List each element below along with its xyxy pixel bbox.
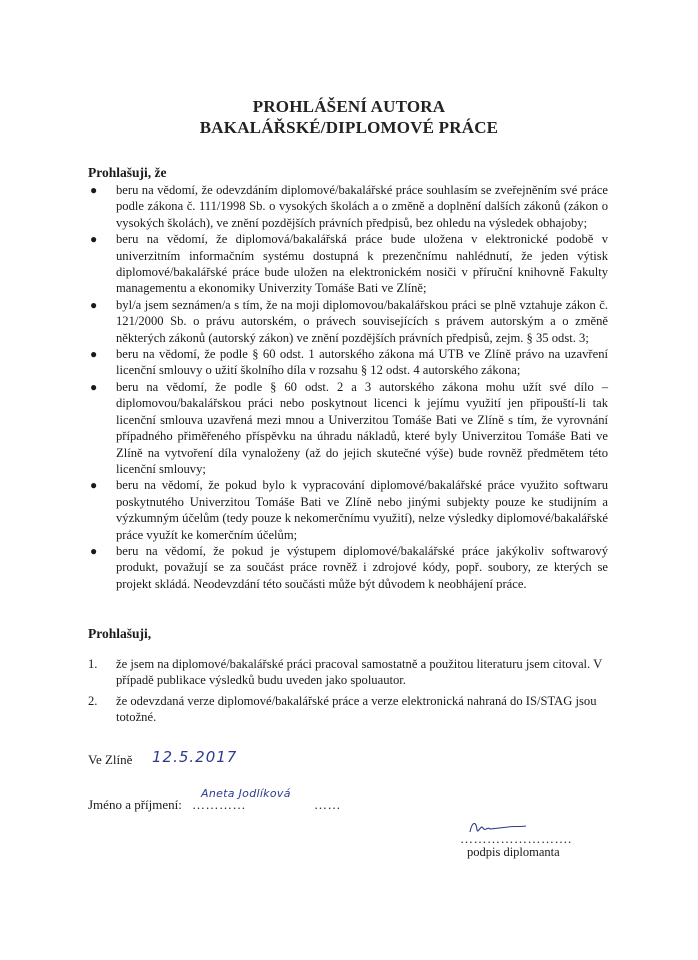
place-label: Ve Zlíně [88,752,133,767]
section2-heading: Prohlašuji, [88,626,152,641]
list-item-text: beru na vědomí, že podle § 60 odst. 1 autorského zákona má UTB ve Zlíně právo na uzavření licenční smlouvy o užití školního díla v rozsahu § 12 odst. 4 autorského zákona; [116,347,608,378]
bullet-icon: ● [90,232,98,247]
handwritten-name: Aneta Jodlíková [201,787,291,800]
list-item-text: byl/a jsem seznámen/a s tím, že na moji diplomovou/bakalářskou práci se plně vztahuje zákon č. 121/2000 Sb. o právu autorském, o právech souvisejících s právem autorským a o změně některých zákonů (autorský zákon) ve znění pozdějších právních předpisů, zejm. § 35 odst. 3; [116,297,608,345]
list-item [88,182,608,231]
declaration-bullet-list [88,182,608,592]
list-item [88,346,608,379]
list-item [88,656,610,689]
name-label: Jméno a příjmení: [88,797,182,812]
name-dots-trailing: …… [314,797,341,812]
list-item [88,693,610,726]
item-number: 2. [88,693,98,708]
bullet-icon: ● [90,297,98,312]
list-item [88,477,608,543]
signature-dotted-line: ……………………. [460,831,572,846]
list-item-text: beru na vědomí, že odevzdáním diplomové/bakalářské práce souhlasím se zveřejněním své práce podle zákona č. 111/1998 Sb. o vysokých školách a o změně a doplnění dalších zákonů (zákon o vysokých školách), ve znění pozdějších právních předpisů, bez ohledu na výsledek obhajoby; [116,183,608,230]
name-dots-leading: ………… [192,797,246,812]
bullet-icon: ● [90,379,98,394]
list-item-text: že jsem na diplomové/bakalářské práci pracoval samostatně a použitou literaturu jsem citoval. V případě publikace výsledků budu uveden jako spoluautor. [116,657,602,688]
list-item [88,379,608,477]
signature-label: podpis diplomanta [467,845,560,859]
bullet-icon: ● [90,478,98,493]
document-title-line2: BAKALÁŘSKÉ/DIPLOMOVÉ PRÁCE [199,118,499,137]
list-item [88,297,608,346]
list-item-text: beru na vědomí, že podle § 60 odst. 2 a 3 autorského zákona mohu užít své dílo – diplomovou/bakalářskou práci nebo poskytnout licenci k jejímu využití jen připouští-li tak licenční smlouva uzavřená mezi mnou a Univerzitou Tomáše Bati ve Zlíně s tím, že vyrovnání případného přiměřeného příspěvku na úhradu nákladů, které byly Univerzitou Tomáše Bati ve Zlíně na vytvoření díla vynaloženy (až do jejich skutečné výše) bude rovněž předmětem této licenční smlouvy; [116,379,608,476]
item-number: 1. [88,657,98,671]
document-title-line1: PROHLÁŠENÍ AUTORA [252,97,446,116]
handwritten-date: 12.5.2017 [152,748,238,766]
list-item-text: že odevzdaná verze diplomové/bakalářské práce a verze elektronická nahraná do IS/STAG jsou totožné. [116,693,597,725]
list-item-text: beru na vědomí, že diplomová/bakalářská práce bude uložena v elektronické podobě v univerzitním informačním systému dostupná k prezenčnímu nahlédnutí, že jeden výtisk diplomové/bakalářské práce bude uložen na elektronickém nosiči v příruční knihovně Fakulty managementu a ekonomiky Univerzity Tomáše Bati ve Zlíně; [116,232,608,296]
list-item-text: beru na vědomí, že pokud bylo k vypracování diplomové/bakalářské práce využito softwaru poskytnutého Univerzitou Tomáše Bati ve Zlíně nebo jinými subjekty pouze ke studijním a výzkumným účelům (tedy pouze k nekomerčnímu využití), nelze výsledky diplomové/bakalářské práce využít ke komerčním účelům; [116,478,608,542]
bullet-icon: ● [90,543,98,558]
declaration-numbered-list [88,656,610,730]
bullet-icon: ● [90,183,98,197]
list-item [88,231,608,297]
list-item-text: beru na vědomí, že pokud je výstupem diplomové/bakalářské práce jakýkoliv softwarový produkt, považují se za součást práce rovněž i zdrojové kódy, popř. soubory, ze kterých se projekt skládá. Neodevzdání této součásti může být důvodem k neobhájení práce. [116,543,608,591]
section1-heading: Prohlašuji, že [88,165,167,180]
list-item [88,543,608,592]
bullet-icon: ● [90,347,98,362]
